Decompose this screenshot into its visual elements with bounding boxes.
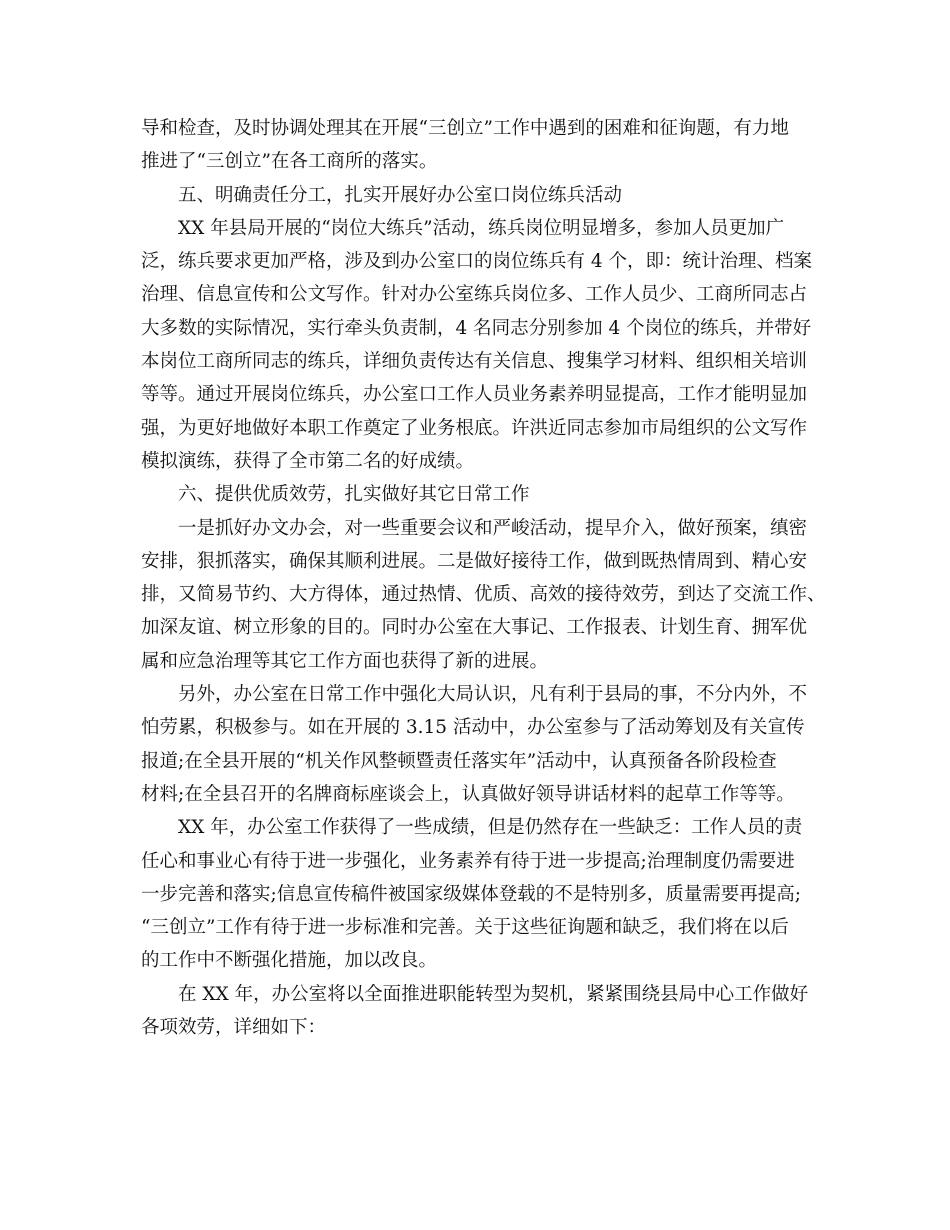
text-line: “三创立”工作有待于进一步标准和完善。关于这些征询题和缺乏，我们将在以后	[141, 917, 789, 939]
text-line: XX 年县局开展的“岗位大练兵”活动，练兵岗位明显增多，参加人员更加广	[178, 217, 785, 239]
text-line: 强，为更好地做好本职工作奠定了业务根底。许洪近同志参加市局组织的公文写作	[141, 417, 808, 439]
text-line: 等等。通过开展岗位练兵，办公室口工作人员业务素养明显提高，工作才能明显加	[141, 384, 808, 406]
text-line: 的工作中不断强化措施，加以改良。	[141, 950, 438, 972]
text-line: 加深友谊、树立形象的目的。同时办公室在大事记、工作报表、计划生育、拥军优	[141, 617, 808, 639]
text-line: 一步完善和落实;信息宣传稿件被国家级媒体登载的不是特别多，质量需要再提高;	[141, 883, 801, 905]
text-line: 大多数的实际情况，实行牵头负责制，4 名同志分别参加 4 个岗位的练兵，并带好	[141, 317, 812, 339]
document-body	[141, 112, 831, 1044]
text-line: XX 年，办公室工作获得了一些成绩，但是仍然存在一些缺乏：工作人员的责	[178, 817, 803, 839]
text-line: 各项效劳，详细如下：	[141, 1017, 327, 1039]
text-line: 报道;在全县开展的“机关作风整顿暨责任落实年”活动中，认真预备各阶段检查	[141, 750, 777, 772]
text-line: 另外，办公室在日常工作中强化大局认识，凡有利于县局的事，不分内外，不	[178, 684, 808, 706]
text-line: 在 XX 年，办公室将以全面推进职能转型为契机，紧紧围绕县局中心工作做好	[178, 983, 809, 1005]
text-line: 模拟演练，获得了全市第二名的好成绩。	[141, 450, 475, 472]
text-line: 安排，狠抓落实，确保其顺利进展。二是做好接待工作，做到既热情周到、精心安	[141, 550, 808, 572]
text-line: 排，又简易节约、大方得体，通过热情、优质、高效的接待效劳，到达了交流工作、	[141, 584, 826, 606]
text-line: 推进了“三创立”在各工商所的落实。	[141, 151, 438, 173]
text-line: 五、明确责任分工，扎实开展好办公室口岗位练兵活动	[178, 184, 623, 206]
text-line: 属和应急治理等其它工作方面也获得了新的进展。	[141, 650, 549, 672]
text-line: 怕劳累，积极参与。如在开展的 3.15 活动中，办公室参与了活动筹划及有关宣传	[141, 717, 805, 739]
text-line: 导和检查，及时协调处理其在开展“三创立”工作中遇到的困难和征询题，有力地	[141, 118, 789, 139]
text-line: 泛，练兵要求更加严格，涉及到办公室口的岗位练兵有 4 个，即：统计治理、档案	[141, 251, 813, 273]
text-line: 任心和事业心有待于进一步强化，业务素养有待于进一步提高;治理制度仍需要进	[141, 850, 795, 872]
text-line: 治理、信息宣传和公文写作。针对办公室练兵岗位多、工作人员少、工商所同志占	[141, 284, 808, 306]
text-line: 一是抓好办文办会，对一些重要会议和严峻活动，提早介入，做好预案，缜密	[178, 517, 808, 539]
text-line: 六、提供优质效劳，扎实做好其它日常工作	[178, 484, 530, 506]
text-line: 本岗位工商所同志的练兵，详细负责传达有关信息、搜集学习材料、组织相关培训	[141, 351, 808, 373]
text-line: 材料;在全县召开的名牌商标座谈会上，认真做好领导讲话材料的起草工作等等。	[141, 783, 795, 805]
